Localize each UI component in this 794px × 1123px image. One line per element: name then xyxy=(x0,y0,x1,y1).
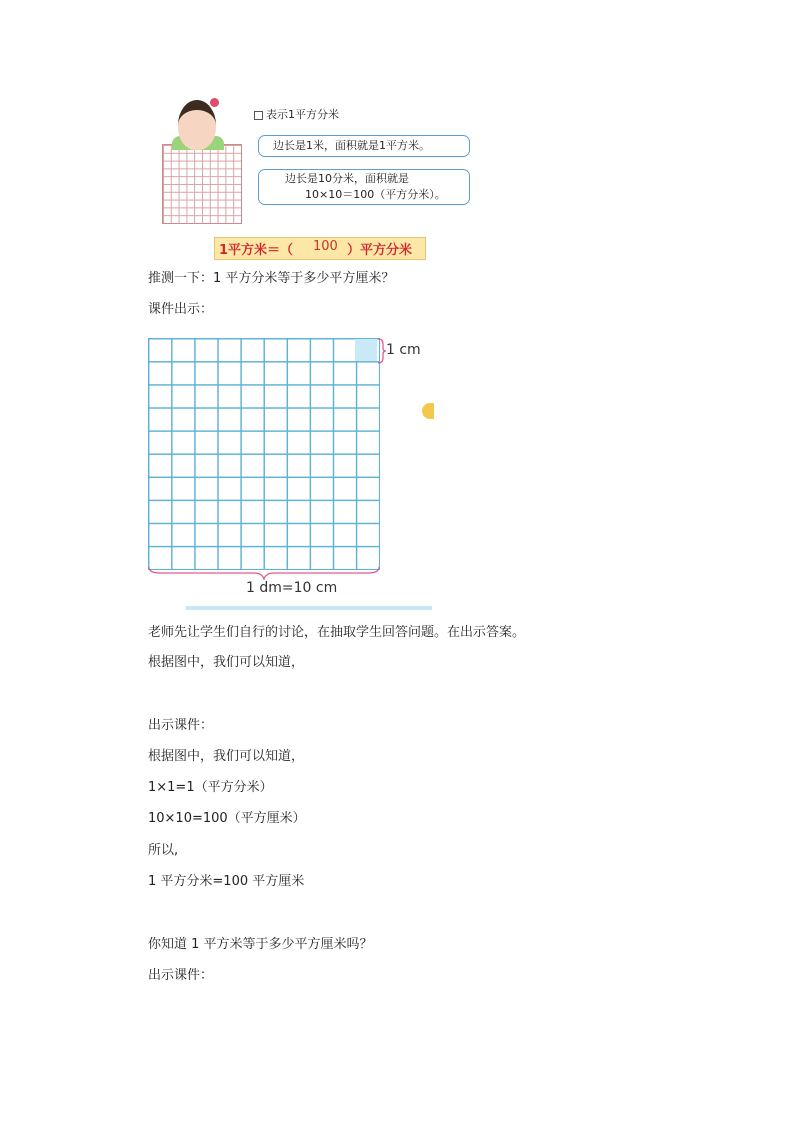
underline-bar xyxy=(186,606,432,610)
equation-strip xyxy=(214,237,426,260)
paragraph-show-3: 出示课件： xyxy=(148,968,214,983)
paragraph-show-1: 课件出示： xyxy=(148,302,214,317)
paragraph-from-figure-1: 根据图中，我们可以知道， xyxy=(148,655,305,670)
equation-value: 100 xyxy=(313,239,338,254)
dm-grid-figure xyxy=(148,330,438,615)
paragraph-question: 你知道 1 平方米等于多少平方厘米吗？ xyxy=(148,937,373,952)
pointer-hand-icon xyxy=(422,403,434,419)
paragraph-teacher: 老师先让学生们自行的讨论，在抽取学生回答问题。在出示答案。 xyxy=(148,625,526,640)
legend-text: 表示1平方分米 xyxy=(266,108,339,121)
equation-left: 1平方米＝（ xyxy=(219,243,294,258)
bubble-2-line-1: 边长是10分米，面积就是 xyxy=(285,172,409,185)
bubble-1-text: 边长是1米，面积就是1平方米。 xyxy=(273,139,430,152)
flower-icon xyxy=(210,98,219,107)
legend-square-icon xyxy=(254,111,263,120)
grid-board xyxy=(162,144,242,224)
paragraph-show-2: 出示课件： xyxy=(148,718,214,733)
highlighted-cell xyxy=(355,339,377,361)
speech-bubble-2 xyxy=(258,169,470,205)
speech-bubble-1 xyxy=(258,135,470,157)
area-illustration xyxy=(160,96,480,226)
side-length-label: 1 dm=10 cm xyxy=(246,580,338,596)
formula-dm: 1×1=1（平方分米） xyxy=(148,780,273,795)
bubble-2-line-2: 10×10＝100（平方分米）。 xyxy=(305,188,446,201)
square-grid xyxy=(148,338,380,570)
paragraph-guess: 推测一下：1 平方分米等于多少平方厘米？ xyxy=(148,271,395,286)
formula-cm: 10×10=100（平方厘米） xyxy=(148,811,306,826)
cell-size-label: 1 cm xyxy=(386,342,421,358)
formula-conclusion: 1 平方分米=100 平方厘米 xyxy=(148,874,305,889)
paragraph-therefore: 所以, xyxy=(148,843,179,858)
bottom-brace-icon xyxy=(148,566,380,580)
equation-right: ）平方分米 xyxy=(347,243,413,258)
girl-head-icon xyxy=(178,100,216,150)
paragraph-from-figure-2: 根据图中，我们可以知道， xyxy=(148,749,305,764)
